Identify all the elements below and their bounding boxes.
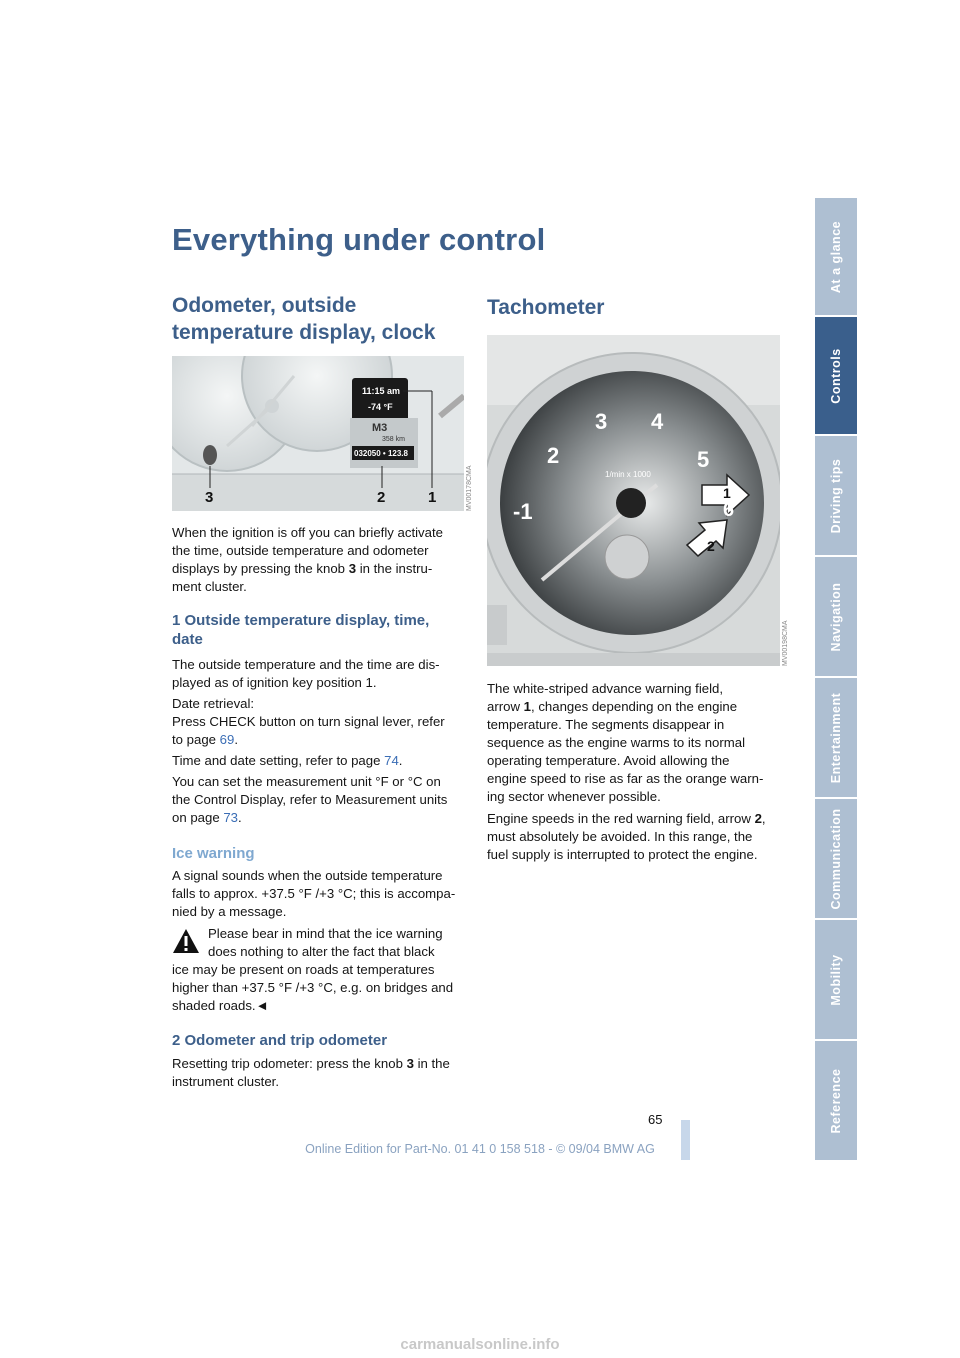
tp1-line4: sequence as the engine warms to its normal [487,735,746,750]
range-readout: 358 km [382,436,405,443]
footer-edition: Online Edition for Part-No. 01 41 0 158 518 - © 09/04 BMW AG [305,1142,655,1156]
trip-line1b: in the [417,1056,450,1071]
warn-line2: does nothing to alter the fact that black [208,944,435,959]
ice-line3: nied by a message. [172,904,287,919]
tach-number-2: 2 [547,443,560,468]
tp1-line6: engine speed to rise as far as the orange warn- [487,771,764,786]
p4-post: . [238,810,242,825]
warn-line1: Please bear in mind that the ice warning [208,926,443,941]
tp1-line2: arrow [487,699,520,714]
page-link-69[interactable]: 69 [219,732,235,747]
p1-line2: played as of ignition key position 1. [172,675,377,690]
trip-knob-ref: 3 [406,1056,414,1071]
callout-1: 1 [428,489,437,506]
figure-code: MV00178CMA [466,465,473,511]
tab-navigation[interactable]: Navigation [815,557,857,676]
warn-line4: higher than +37.5 °F /+3 °C, e.g. on bridges and [172,980,454,995]
time-date-setting-paragraph [172,752,472,770]
tp1-line1: The white-striped advance warning field, [487,681,724,696]
temperature-readout: -74 °F [368,402,393,412]
odometer-trip-subheading: 2 Odometer and trip odometer [172,1032,388,1049]
tach-arrow-2-label: 2 [707,538,715,554]
tachometer-paragraph-1 [487,680,787,806]
p3-post: . [398,753,403,768]
odometer-readout: 032050 • 123.8 [354,449,408,458]
p2-line2: Press CHECK button on turn signal lever, refer [172,714,445,729]
intro-line3: displays by pressing the knob [172,561,346,576]
intro-line3b: in the instru- [359,561,433,576]
page-title: Everything under control [172,222,546,257]
sub1-line2: date [172,631,203,648]
tach-number-4: 4 [651,409,664,434]
tab-at-a-glance[interactable]: At a glance [815,198,857,315]
gear-readout: M3 [372,422,388,434]
arrow-1-ref: 1 [523,699,531,714]
tp2-line2: must absolutely be avoided. In this range, the [487,829,753,844]
odometer-heading-line1: Odometer, outside [172,294,357,317]
p4-line1: You can set the measurement unit °F or °C on [172,774,441,789]
tach-number-5: 5 [697,447,710,472]
tab-communication[interactable]: Communication [815,799,857,918]
ice-warning-paragraph [172,867,472,921]
trip-reset-paragraph [172,1055,472,1091]
p1-line1: The outside temperature and the time are dis- [172,657,440,672]
tach-unit-label: 1/min x 1000 [605,470,651,479]
tach-number-3: 3 [595,409,608,434]
trip-line1: Resetting trip odometer: press the knob [172,1056,403,1071]
odometer-heading [172,292,435,346]
tach-number-6: 6 [723,499,735,521]
warn-line5: shaded roads.◄ [172,998,269,1013]
ice-line1: A signal sounds when the outside temperature [172,868,443,883]
tab-controls[interactable]: Controls [815,317,857,434]
tp2-line1b: , [761,811,766,826]
ice-line2: falls to approx. +37.5 °F /+3 °C; this is accompa- [172,886,456,901]
tp1-line2b: , changes depending on the engine [531,699,738,714]
tp1-line3: temperature. The segments disappear in [487,717,725,732]
tp2-line1: Engine speeds in the red warning field, arrow [487,811,751,826]
ice-caution-note [172,925,472,1015]
tp2-line3: fuel supply is interrupted to protect the engine. [487,847,758,862]
date-retrieval-paragraph [172,695,472,749]
intro-line1: When the ignition is off you can briefly activate [172,525,443,540]
tachometer-paragraph-2 [487,810,787,864]
clock-readout: 11:15 am [362,386,401,396]
tach-number-minus1: -1 [513,499,533,524]
callout-2: 2 [377,489,386,506]
outside-temp-subheading [172,611,429,649]
tab-reference[interactable]: Reference [815,1041,857,1160]
tach-figure-code: MV00198CMA [782,620,789,666]
intro-line2: the time, outside temperature and odometer [172,543,429,558]
p2-post: . [234,732,239,747]
callout-3: 3 [205,489,214,506]
measurement-unit-paragraph [172,773,472,827]
tach-arrow-1-label: 1 [723,485,731,501]
watermark: carmanualsonline.info [400,1336,560,1353]
chapter-tab-bar [815,198,857,1160]
knob-ref: 3 [348,561,357,576]
trip-line2: instrument cluster. [172,1074,280,1089]
instrument-cluster-figure [172,356,464,511]
intro-line4: ment cluster. [172,579,247,594]
tachometer-heading: Tachometer [487,296,605,319]
instrument-cluster-illustration [172,356,464,511]
p3-text: Time and date setting, refer to page [172,753,381,768]
tab-mobility[interactable]: Mobility [815,920,857,1039]
page-link-74[interactable]: 74 [384,753,399,768]
ice-warning-heading: Ice warning [172,845,255,862]
tab-entertainment[interactable]: Entertainment [815,678,857,797]
arrow-2-ref: 2 [754,811,762,826]
odometer-heading-line2: temperature display, clock [172,321,436,344]
p2-line1: Date retrieval: [172,696,255,711]
p4-line3: on page [172,810,220,825]
page-link-73[interactable]: 73 [223,810,239,825]
odometer-intro [172,524,472,596]
page-number: 65 [648,1112,663,1127]
p4-line2: the Control Display, refer to Measurement units [172,792,448,807]
outside-temp-paragraph [172,656,472,692]
warn-line3: ice may be present on roads at temperatures [172,962,435,977]
tachometer-figure [487,335,780,666]
tab-driving-tips[interactable]: Driving tips [815,436,857,555]
tp1-line5: operating temperature. Avoid allowing the [487,753,730,768]
sub1-line1: 1 Outside temperature display, time, [172,612,430,629]
p2-line3: to page [172,732,216,747]
tp1-line7: ing sector whenever possible. [487,789,661,804]
